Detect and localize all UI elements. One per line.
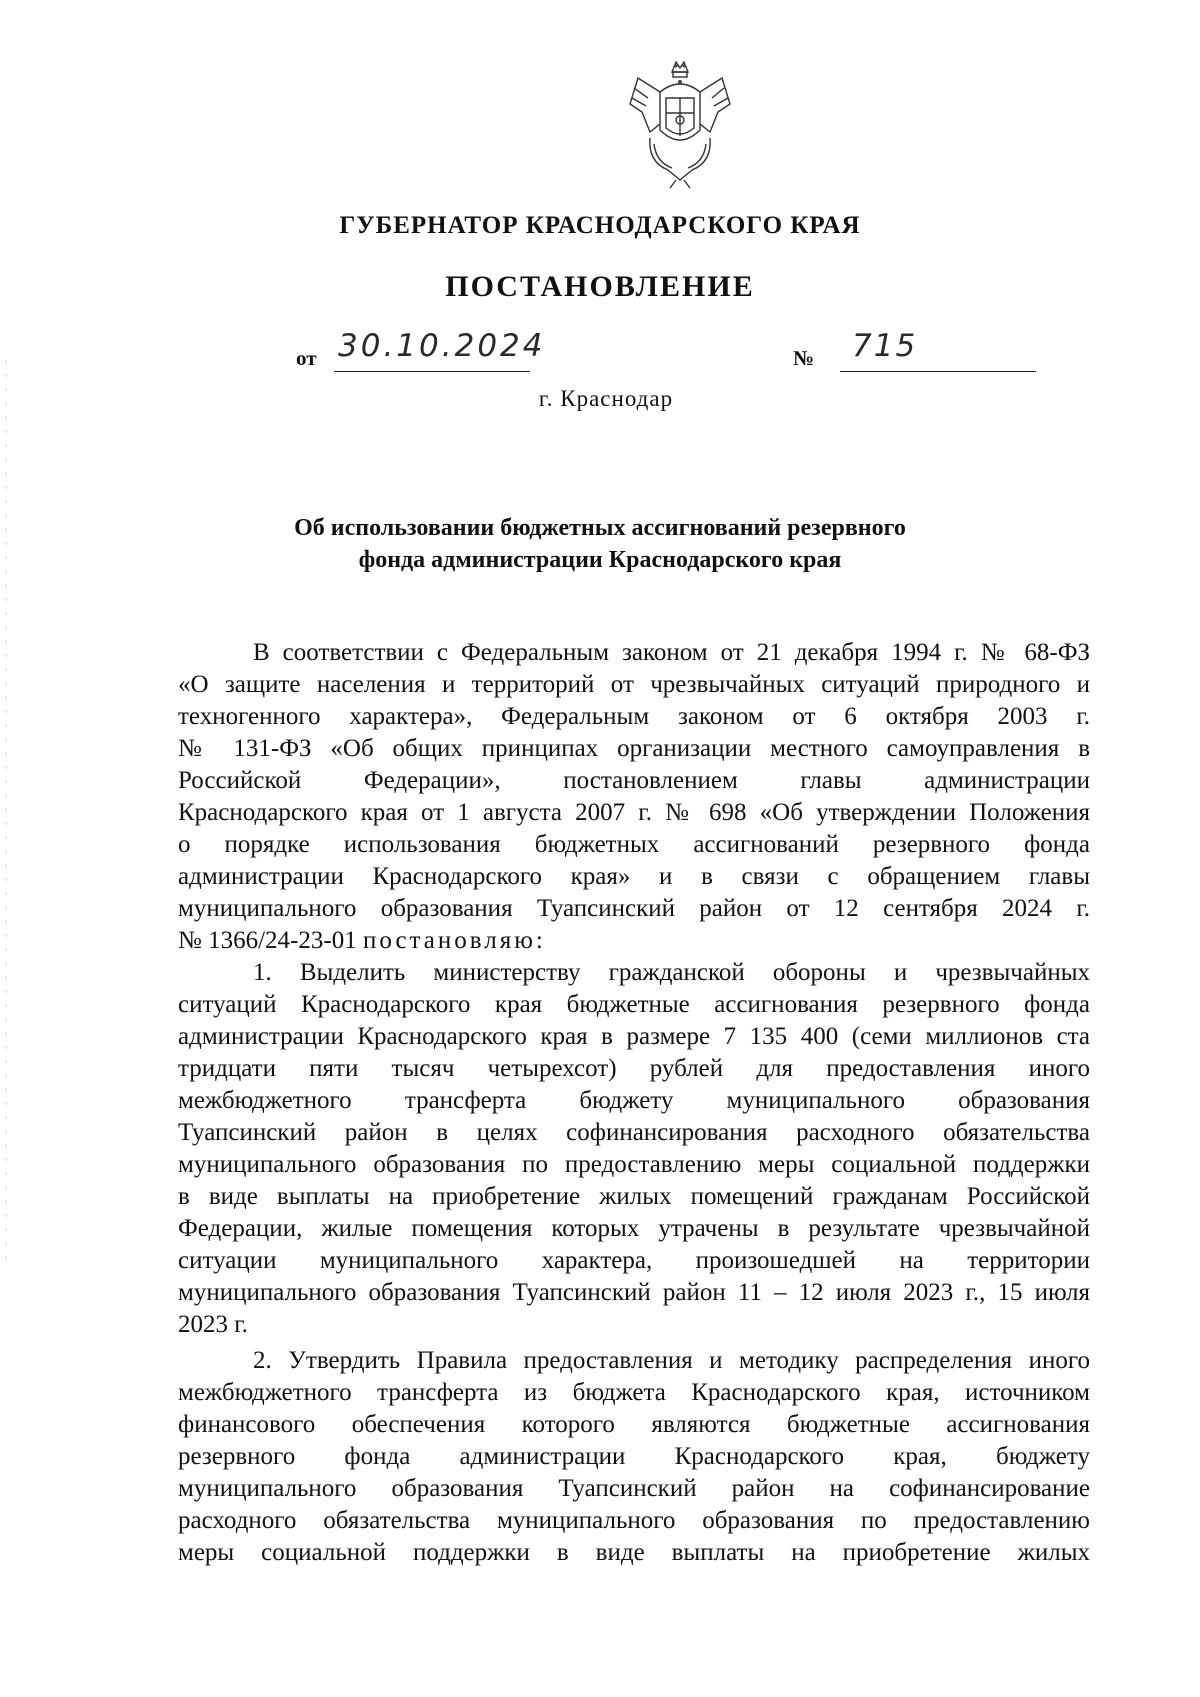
item-2-paragraph (178, 1345, 1090, 1569)
document-subject (0, 512, 1200, 576)
text-line: ситуаций Краснодарского края бюджетные ассигнования резервного фонда (178, 991, 1090, 1018)
text-line: резервного фонда администрации Краснодарского края, бюджету (178, 1443, 1090, 1470)
document-body (178, 637, 1090, 1569)
number-underline (840, 371, 1036, 372)
document-type: ПОСТАНОВЛЕНИЕ (445, 270, 755, 303)
text-line: 2023 г. (178, 1311, 248, 1338)
text-line: ситуации муниципального характера, произошедшей на территории (178, 1247, 1090, 1274)
place-of-issue: г. Краснодар (538, 386, 674, 411)
text-line (178, 925, 1090, 957)
text-line: В соответствии с Федеральным законом от 21 декабря 1994 г. № 68-ФЗ (253, 639, 1090, 666)
text-line: межбюджетного трансферта из бюджета Краснодарского края, источником (178, 1379, 1090, 1406)
text-line: о порядке использования бюджетных ассигнований резервного фонда (178, 831, 1090, 858)
subject-line: Об использовании бюджетных ассигнований резервного (294, 515, 906, 541)
text-line: администрации Краснодарского края в размере 7 135 400 (семи миллионов ста (178, 1023, 1090, 1050)
text-line: финансового обеспечения которого являются бюджетные ассигнования (178, 1411, 1090, 1438)
text-line: муниципального образования Туапсинский район на софинансирование (178, 1475, 1090, 1502)
item-1-paragraph (178, 957, 1090, 1341)
document-number: 715 (852, 328, 918, 364)
text-line: 1. Выделить министерству гражданской обороны и чрезвычайных (253, 959, 1090, 986)
text-line: муниципального образования по предоставлению меры социальной поддержки (178, 1151, 1090, 1178)
text-line: 2. Утвердить Правила предоставления и методику распределения иного (253, 1347, 1090, 1374)
text-line: меры социальной поддержки в виде выплаты на приобретение жилых (178, 1539, 1090, 1566)
text-line: муниципального образования Туапсинский район от 12 сентября 2024 г. (178, 895, 1090, 922)
text-line: техногенного характера», Федеральным законом от 6 октября 2003 г. (178, 703, 1090, 730)
text-line: тридцати пяти тысяч четырехсот) рублей для предоставления иного (178, 1055, 1090, 1082)
text-line: Краснодарского края от 1 августа 2007 г. № 698 «Об утверждении Положения (178, 799, 1090, 826)
subject-line: фонда администрации Краснодарского края (358, 547, 842, 573)
decree-word: постановляю: (362, 927, 546, 954)
text-line: Российской Федерации», постановлением главы администрации (178, 767, 1090, 794)
text-line: межбюджетного трансферта бюджету муниципального образования (178, 1087, 1090, 1114)
scan-margin-marks (5, 360, 7, 1260)
text-line: № 131-ФЗ «Об общих принципах организации местного самоуправления в (178, 735, 1090, 762)
text-line: «О защите населения и территорий от чрезвычайных ситуаций природного и (178, 671, 1090, 698)
text-line: Туапсинский район в целях софинансирования расходного обязательства (178, 1119, 1090, 1146)
reference-number: № 1366/24-23-01 (178, 927, 357, 954)
preamble-paragraph (178, 637, 1090, 957)
text-line: администрации Краснодарского края» и в связи с обращением главы (178, 863, 1090, 890)
krasnodar-coat-of-arms-icon (620, 58, 740, 190)
document-date: 30.10.2024 (338, 328, 546, 364)
text-line: расходного обязательства муниципального образования по предоставлению (178, 1507, 1090, 1534)
date-underline (334, 371, 530, 372)
date-prefix: от (296, 346, 317, 370)
text-line: в виде выплаты на приобретение жилых помещений гражданам Российской (178, 1183, 1090, 1210)
number-prefix: № (793, 346, 815, 370)
text-line: Федерации, жилые помещения которых утрачены в результате чрезвычайной (178, 1215, 1090, 1242)
issuing-authority: ГУБЕРНАТОР КРАСНОДАРСКОГО КРАЯ (339, 212, 861, 239)
text-line: муниципального образования Туапсинский район 11 – 12 июля 2023 г., 15 июля (178, 1279, 1090, 1306)
